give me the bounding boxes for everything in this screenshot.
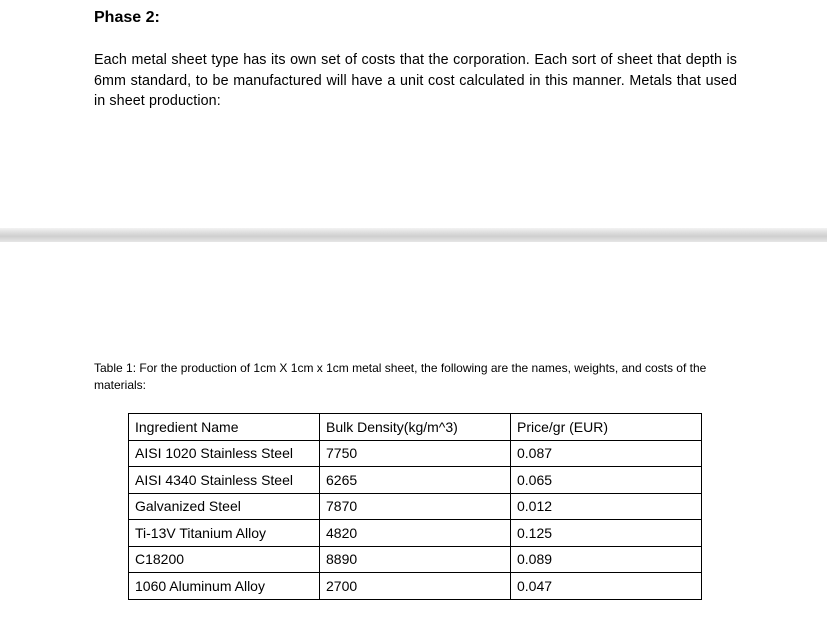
- cell-ingredient-name: AISI 4340 Stainless Steel: [129, 467, 320, 494]
- intro-paragraph: Each metal sheet type has its own set of costs that the corporation. Each sort of sheet that depth is 6mm standard, to be manufactured will have a unit cost calculated in this manner. Metals that used in sheet production:: [94, 52, 737, 109]
- cell-price: 0.089: [511, 546, 702, 573]
- cell-price: 0.012: [511, 493, 702, 520]
- header-price: Price/gr (EUR): [511, 414, 702, 441]
- cell-bulk-density: 6265: [320, 467, 511, 494]
- cell-ingredient-name: C18200: [129, 546, 320, 573]
- header-bulk-density: Bulk Density(kg/m^3): [320, 414, 511, 441]
- materials-table: [128, 413, 702, 600]
- table-caption: Table 1: For the production of 1cm X 1cm x 1cm metal sheet, the following are the names, weights, and costs of the materials:: [94, 361, 707, 392]
- table-row: [129, 440, 702, 467]
- cell-bulk-density: 7750: [320, 440, 511, 467]
- cell-bulk-density: 8890: [320, 546, 511, 573]
- table-row: [129, 493, 702, 520]
- table-header-row: [129, 414, 702, 441]
- table-row: [129, 467, 702, 494]
- cell-price: 0.047: [511, 573, 702, 600]
- cell-ingredient-name: 1060 Aluminum Alloy: [129, 573, 320, 600]
- cell-price: 0.125: [511, 520, 702, 547]
- section-heading: Phase 2:: [94, 9, 160, 26]
- header-ingredient-name: Ingredient Name: [129, 414, 320, 441]
- cell-bulk-density: 2700: [320, 573, 511, 600]
- cell-bulk-density: 4820: [320, 520, 511, 547]
- table-row: [129, 573, 702, 600]
- cell-ingredient-name: AISI 1020 Stainless Steel: [129, 440, 320, 467]
- page-section-top: [0, 0, 827, 228]
- cell-ingredient-name: Galvanized Steel: [129, 493, 320, 520]
- cell-ingredient-name: Ti-13V Titanium Alloy: [129, 520, 320, 547]
- table-row: [129, 546, 702, 573]
- cell-price: 0.087: [511, 440, 702, 467]
- cell-price: 0.065: [511, 467, 702, 494]
- cell-bulk-density: 7870: [320, 493, 511, 520]
- table-row: [129, 520, 702, 547]
- page-break-divider: [0, 228, 827, 242]
